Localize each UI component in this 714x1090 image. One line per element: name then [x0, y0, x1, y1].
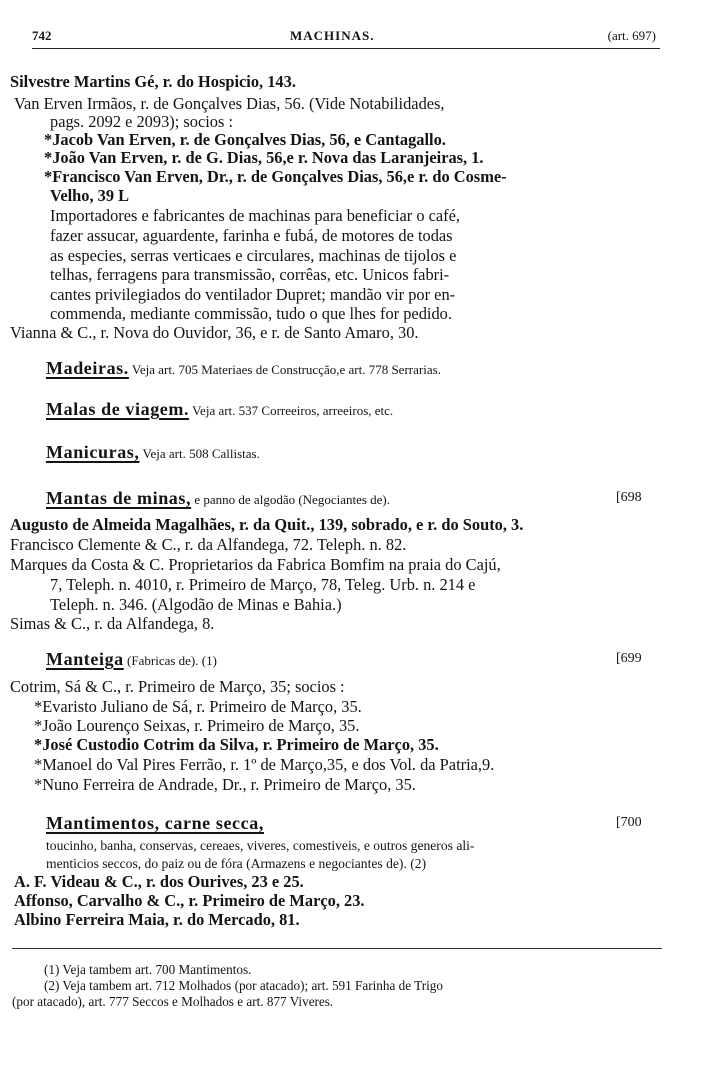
- footnote-rule: [12, 948, 662, 949]
- entry-continuation: Velho, 39 L: [50, 186, 130, 205]
- page-number: 742: [32, 28, 52, 43]
- footnote: (2) Veja tambem art. 712 Molhados (por atacado); art. 591 Farinha de Trigo: [44, 978, 443, 993]
- section-number: [700: [616, 815, 642, 830]
- section-title: Manicuras,: [46, 442, 140, 462]
- header-rule: [32, 48, 660, 49]
- directory-entry: Augusto de Almeida Magalhães, r. da Quit., 139, sobrado, e r. do Souto, 3.: [10, 515, 524, 534]
- section-heading-malas-de-viagem: [46, 398, 393, 422]
- footnote: (1) Veja tambem art. 700 Mantimentos.: [44, 962, 252, 977]
- section-number: [698: [616, 490, 642, 505]
- section-number: [699: [616, 651, 642, 666]
- description-line: Importadores e fabricantes de machinas para beneficiar o café,: [50, 206, 460, 225]
- description-line: fazer assucar, aguardente, farinha e fubá, de motores de todas: [50, 226, 453, 245]
- directory-entry: A. F. Videau & C., r. dos Ourives, 23 e 25.: [14, 872, 304, 891]
- partner-entry: *Nuno Ferreira de Andrade, Dr., r. Primeiro de Março, 35.: [34, 775, 416, 794]
- directory-entry: Vianna & C., r. Nova do Ouvidor, 36, e r. de Santo Amaro, 30.: [10, 323, 419, 342]
- partner-entry: *Jacob Van Erven, r. de Gonçalves Dias, 56, e Cantagallo.: [44, 130, 446, 149]
- section-note: e panno de algodão (Negociantes de).: [194, 492, 391, 507]
- description-line: commenda, mediante commissão, tudo o que lhes for pedido.: [50, 304, 452, 323]
- running-title: MACHINAS.: [290, 28, 375, 43]
- section-heading-madeiras: [46, 357, 441, 381]
- partner-entry: *João Lourenço Seixas, r. Primeiro de Março, 35.: [34, 716, 360, 735]
- section-title: Malas de viagem.: [46, 399, 190, 419]
- section-title: Manteiga: [46, 649, 124, 669]
- partner-entry: *João Van Erven, r. de G. Dias, 56,e r. Nova das Laranjeiras, 1.: [44, 148, 484, 167]
- section-note: Veja art. 537 Correeiros, arreeiros, etc.: [192, 403, 394, 418]
- section-note: (Fabricas de). (1): [127, 653, 217, 668]
- directory-entry: Francisco Clemente & C., r. da Alfandega, 72. Teleph. n. 82.: [10, 535, 407, 554]
- entry-continuation: pags. 2092 e 2093); socios :: [50, 112, 234, 131]
- section-heading-manicuras: [46, 441, 260, 465]
- section-heading-manteiga: [46, 648, 686, 672]
- section-title: Mantas de minas,: [46, 488, 192, 508]
- directory-entry: Simas & C., r. da Alfandega, 8.: [10, 614, 215, 633]
- directory-entry: Van Erven Irmãos, r. de Gonçalves Dias, 56. (Vide Notabilidades,: [14, 94, 445, 113]
- directory-entry: Cotrim, Sá & C., r. Primeiro de Março, 35; socios :: [10, 677, 345, 696]
- directory-entry: Affonso, Carvalho & C., r. Primeiro de Março, 23.: [14, 891, 365, 910]
- partner-entry: *Evaristo Juliano de Sá, r. Primeiro de Março, 35.: [34, 697, 362, 716]
- section-title: Madeiras.: [46, 358, 129, 378]
- partner-entry: *Manoel do Val Pires Ferrão, r. 1º de Março,35, e dos Vol. da Patria,9.: [34, 755, 495, 774]
- section-note: Veja art. 508 Callistas.: [142, 446, 260, 461]
- section-heading-mantimentos: [46, 812, 686, 836]
- description-line: toucinho, banha, conservas, cereaes, viveres, comestiveis, e outros generos ali-: [46, 838, 475, 853]
- partner-entry: *José Custodio Cotrim da Silva, r. Primeiro de Março, 35.: [34, 735, 439, 754]
- entry-continuation: 7, Teleph. n. 4010, r. Primeiro de Março, 78, Teleg. Urb. n. 214 e: [50, 575, 476, 594]
- entry-continuation: Teleph. n. 346. (Algodão de Minas e Bahia.): [50, 595, 342, 614]
- section-title: Mantimentos, carne secca,: [46, 813, 264, 833]
- section-note: Veja art. 705 Materiaes de Construcção,e art. 778 Serrarias.: [131, 362, 441, 377]
- description-line: menticios seccos, do paiz ou de fóra (Armazens e negociantes de). (2): [46, 856, 427, 871]
- directory-entry: Albino Ferreira Maia, r. do Mercado, 81.: [14, 910, 300, 929]
- description-line: telhas, ferragens para transmissão, corrêas, etc. Unicos fabri-: [50, 265, 450, 284]
- article-reference: (art. 697): [607, 28, 656, 43]
- page-header: [32, 26, 656, 48]
- directory-entry: Silvestre Martins Gé, r. do Hospicio, 143.: [10, 72, 296, 91]
- directory-entry: Marques da Costa & C. Proprietarios da Fabrica Bomfim na praia do Cajú,: [10, 555, 501, 574]
- description-line: as especies, serras verticaes e circulares, machinas de tijolos e: [50, 246, 457, 265]
- section-heading-mantas-de-minas: [46, 487, 686, 511]
- footnote: (por atacado), art. 777 Seccos e Molhados e art. 877 Viveres.: [12, 994, 334, 1009]
- partner-entry: *Francisco Van Erven, Dr., r. de Gonçalves Dias, 56,e r. do Cosme-: [44, 167, 507, 186]
- description-line: cantes privilegiados do ventilador Dupret; mandão vir por en-: [50, 285, 456, 304]
